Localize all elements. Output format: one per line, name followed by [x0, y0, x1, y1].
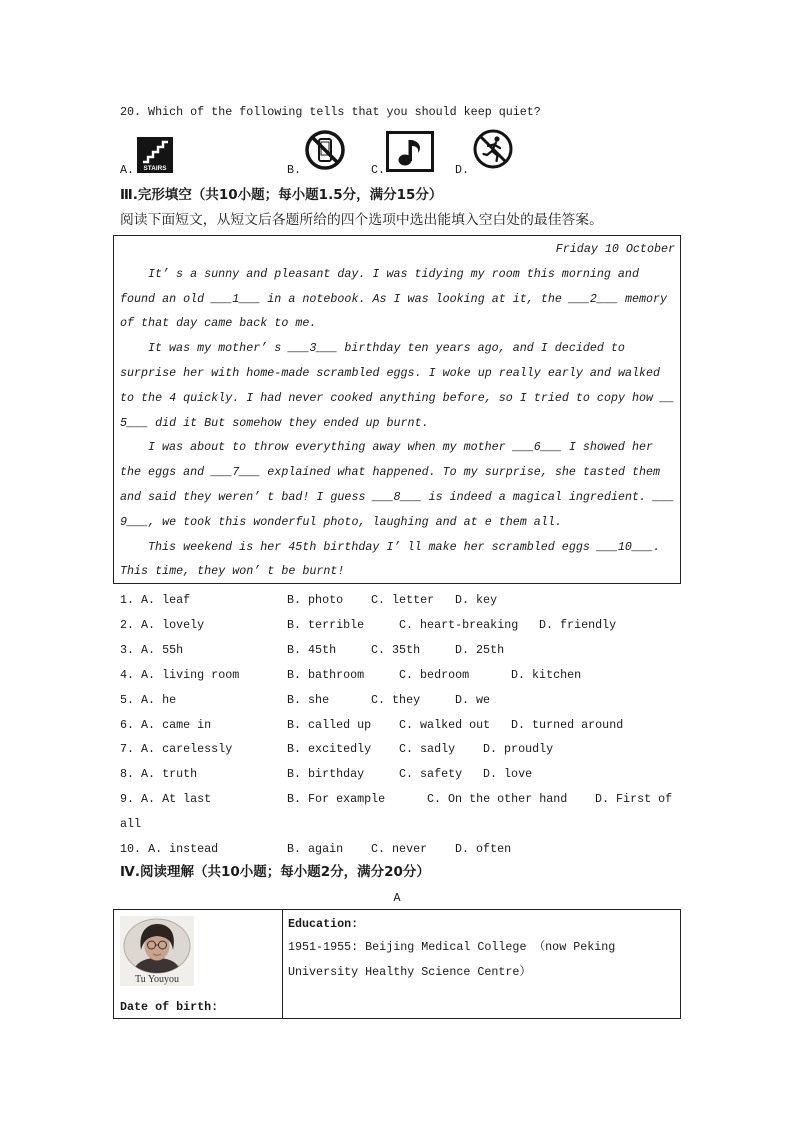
question-number: 2. [120, 617, 135, 632]
note-stem [409, 140, 413, 161]
option-b: B. again [287, 842, 344, 857]
option-d: D. turned around [511, 717, 624, 732]
passage-line: of that day came back to me. [120, 316, 317, 331]
option-a: A. he [141, 692, 177, 707]
option-b: B. birthday [287, 767, 365, 782]
option-a-cell [120, 638, 287, 663]
stairs-sign-icon [137, 137, 173, 173]
option-b: B. photo [287, 593, 344, 607]
section-3-instruction: 阅读下面短文，从短文后各题所给的四个选项中选出能填入空白处的最佳答案。 [120, 212, 603, 228]
option-a-cell [120, 688, 287, 713]
question-number: 5. [120, 692, 135, 707]
no-running-sign-icon [472, 128, 514, 170]
option-a-cell [120, 737, 287, 762]
option-d-label: D. [455, 163, 470, 177]
question-number: 1. [120, 593, 135, 607]
option-d: D. key [455, 593, 498, 607]
option-c: C. never [371, 842, 428, 857]
runner-head [494, 136, 499, 141]
option-c: C. 35th [371, 642, 421, 657]
option-d: D. kitchen [511, 667, 582, 682]
passage-line: and said they weren’ t bad! I guess ___8___ is indeed a magical ingredient. ___ [120, 489, 675, 504]
question-20-text: 20. Which of the following tells that you should keep quiet? [120, 105, 541, 119]
option-a: A. instead [148, 842, 219, 857]
education-line: 1951-1955: Beijing Medical College （now Peking [288, 940, 616, 954]
question-options-row [120, 787, 680, 837]
question-options-row [120, 588, 680, 613]
option-d: D. love [483, 767, 533, 782]
option-b: B. terrible [287, 617, 365, 632]
passage-line: It’ s a sunny and pleasant day. I was tidying my room this morning and [148, 266, 639, 281]
passage-line: This weekend is her 45th birthday I’ ll make her scrambled eggs ___10___. [148, 539, 660, 554]
option-a-cell [120, 787, 287, 812]
question-number: 6. [120, 717, 135, 732]
option-c: C. heart-breaking [399, 617, 519, 632]
section-3-heading: Ⅲ.完形填空（共10小题；每小题1.5分，满分15分） [120, 187, 443, 203]
option-a: A. came in [141, 717, 212, 732]
option-a: A. leaf [141, 593, 191, 607]
option-b: B. called up [287, 717, 372, 732]
option-d: D. First of all [120, 792, 673, 832]
passage-line: This time, they won’ t be burnt! [120, 564, 345, 579]
option-c: C. letter [371, 593, 435, 607]
option-c: C. sadly [399, 742, 456, 757]
option-b: B. For example [287, 792, 386, 807]
option-b: B. she [287, 692, 330, 707]
photo-caption: Tu Youyou [134, 974, 180, 985]
option-c: C. safety [399, 767, 463, 782]
portrait-photo [120, 916, 194, 986]
option-c: C. bedroom [399, 667, 470, 682]
question-number: 4. [120, 667, 135, 682]
option-d: D. often [455, 842, 512, 857]
question-number: 10. [120, 842, 142, 857]
cloze-options-list [120, 588, 680, 862]
option-a-cell [120, 663, 287, 688]
option-d: D. friendly [539, 617, 617, 632]
option-b-label: B. [287, 163, 302, 177]
section-4-heading: Ⅳ.阅读理解（共10小题；每小题2分，满分20分） [120, 864, 430, 880]
education-label: Education: [288, 917, 359, 931]
question-options-row [120, 713, 680, 738]
option-a-cell [120, 713, 287, 738]
question-number: 3. [120, 642, 135, 657]
passage-line: found an old ___1___ in a notebook. As I was looking at it, the ___2___ memory [120, 291, 668, 306]
question-options-row [120, 638, 680, 663]
option-a-label: A. [120, 163, 135, 177]
passage-line: 9___, we took this wonderful photo, laughing and at e them all. [120, 514, 562, 529]
question-options-row [120, 837, 680, 862]
passage-date: Friday 10 October [555, 242, 675, 256]
question-number: 7. [120, 742, 135, 757]
option-c: C. On the other hand [427, 792, 568, 807]
question-number: 8. [120, 767, 135, 782]
question-options-row [120, 688, 680, 713]
option-d: D. we [455, 692, 491, 707]
date-of-birth-label: Date of birth: [120, 1000, 219, 1014]
option-a: A. At last [141, 792, 212, 807]
option-c: C. walked out [399, 717, 491, 732]
option-a: A. 55h [141, 642, 184, 657]
passage-line: the eggs and ___7___ explained what happened. To my surprise, she tasted them [120, 465, 661, 480]
passage-line: I was about to throw everything away when my mother ___6___ I showed her [148, 440, 653, 455]
option-b: B. bathroom [287, 667, 365, 682]
question-options-row [120, 737, 680, 762]
option-a-cell [120, 588, 287, 613]
passage-line: 5___ did it But somehow they ended up burnt. [120, 415, 429, 430]
cloze-passage [120, 237, 675, 584]
option-c-label: C. [371, 163, 386, 177]
option-a-cell [120, 837, 287, 862]
option-a: A. lovely [141, 617, 205, 632]
option-c: C. they [371, 692, 421, 707]
option-a-cell [120, 613, 287, 638]
option-d: D. proudly [483, 742, 554, 757]
option-b: B. excitedly [287, 742, 372, 757]
question-number: 9. [120, 792, 135, 807]
question-options-row [120, 663, 680, 688]
passage-line: It was my mother’ s ___3___ birthday ten years ago, and I decided to [148, 341, 625, 356]
sign-text: STAIRS [143, 165, 167, 172]
question-options-row [120, 613, 680, 638]
option-a: A. living room [141, 667, 240, 682]
education-line: University Healthy Science Centre） [288, 965, 532, 979]
option-a: A. carelessly [141, 742, 233, 757]
option-a: A. truth [141, 767, 198, 782]
no-phone-sign-icon [304, 129, 346, 171]
passage-line: to the 4 quickly. I had never cooked anything before, so I tried to copy how __ [120, 390, 675, 405]
option-d: D. 25th [455, 642, 505, 657]
education-details [288, 935, 615, 985]
option-a-cell [120, 762, 287, 787]
question-options-row [120, 762, 680, 787]
music-sign-icon [386, 131, 434, 172]
cloze-passage-box [113, 235, 681, 584]
passage-part-label: A [393, 891, 401, 905]
option-b: B. 45th [287, 642, 337, 657]
passage-line: surprise her with home-made scrambled eggs. I woke up really early and walked [120, 365, 661, 380]
